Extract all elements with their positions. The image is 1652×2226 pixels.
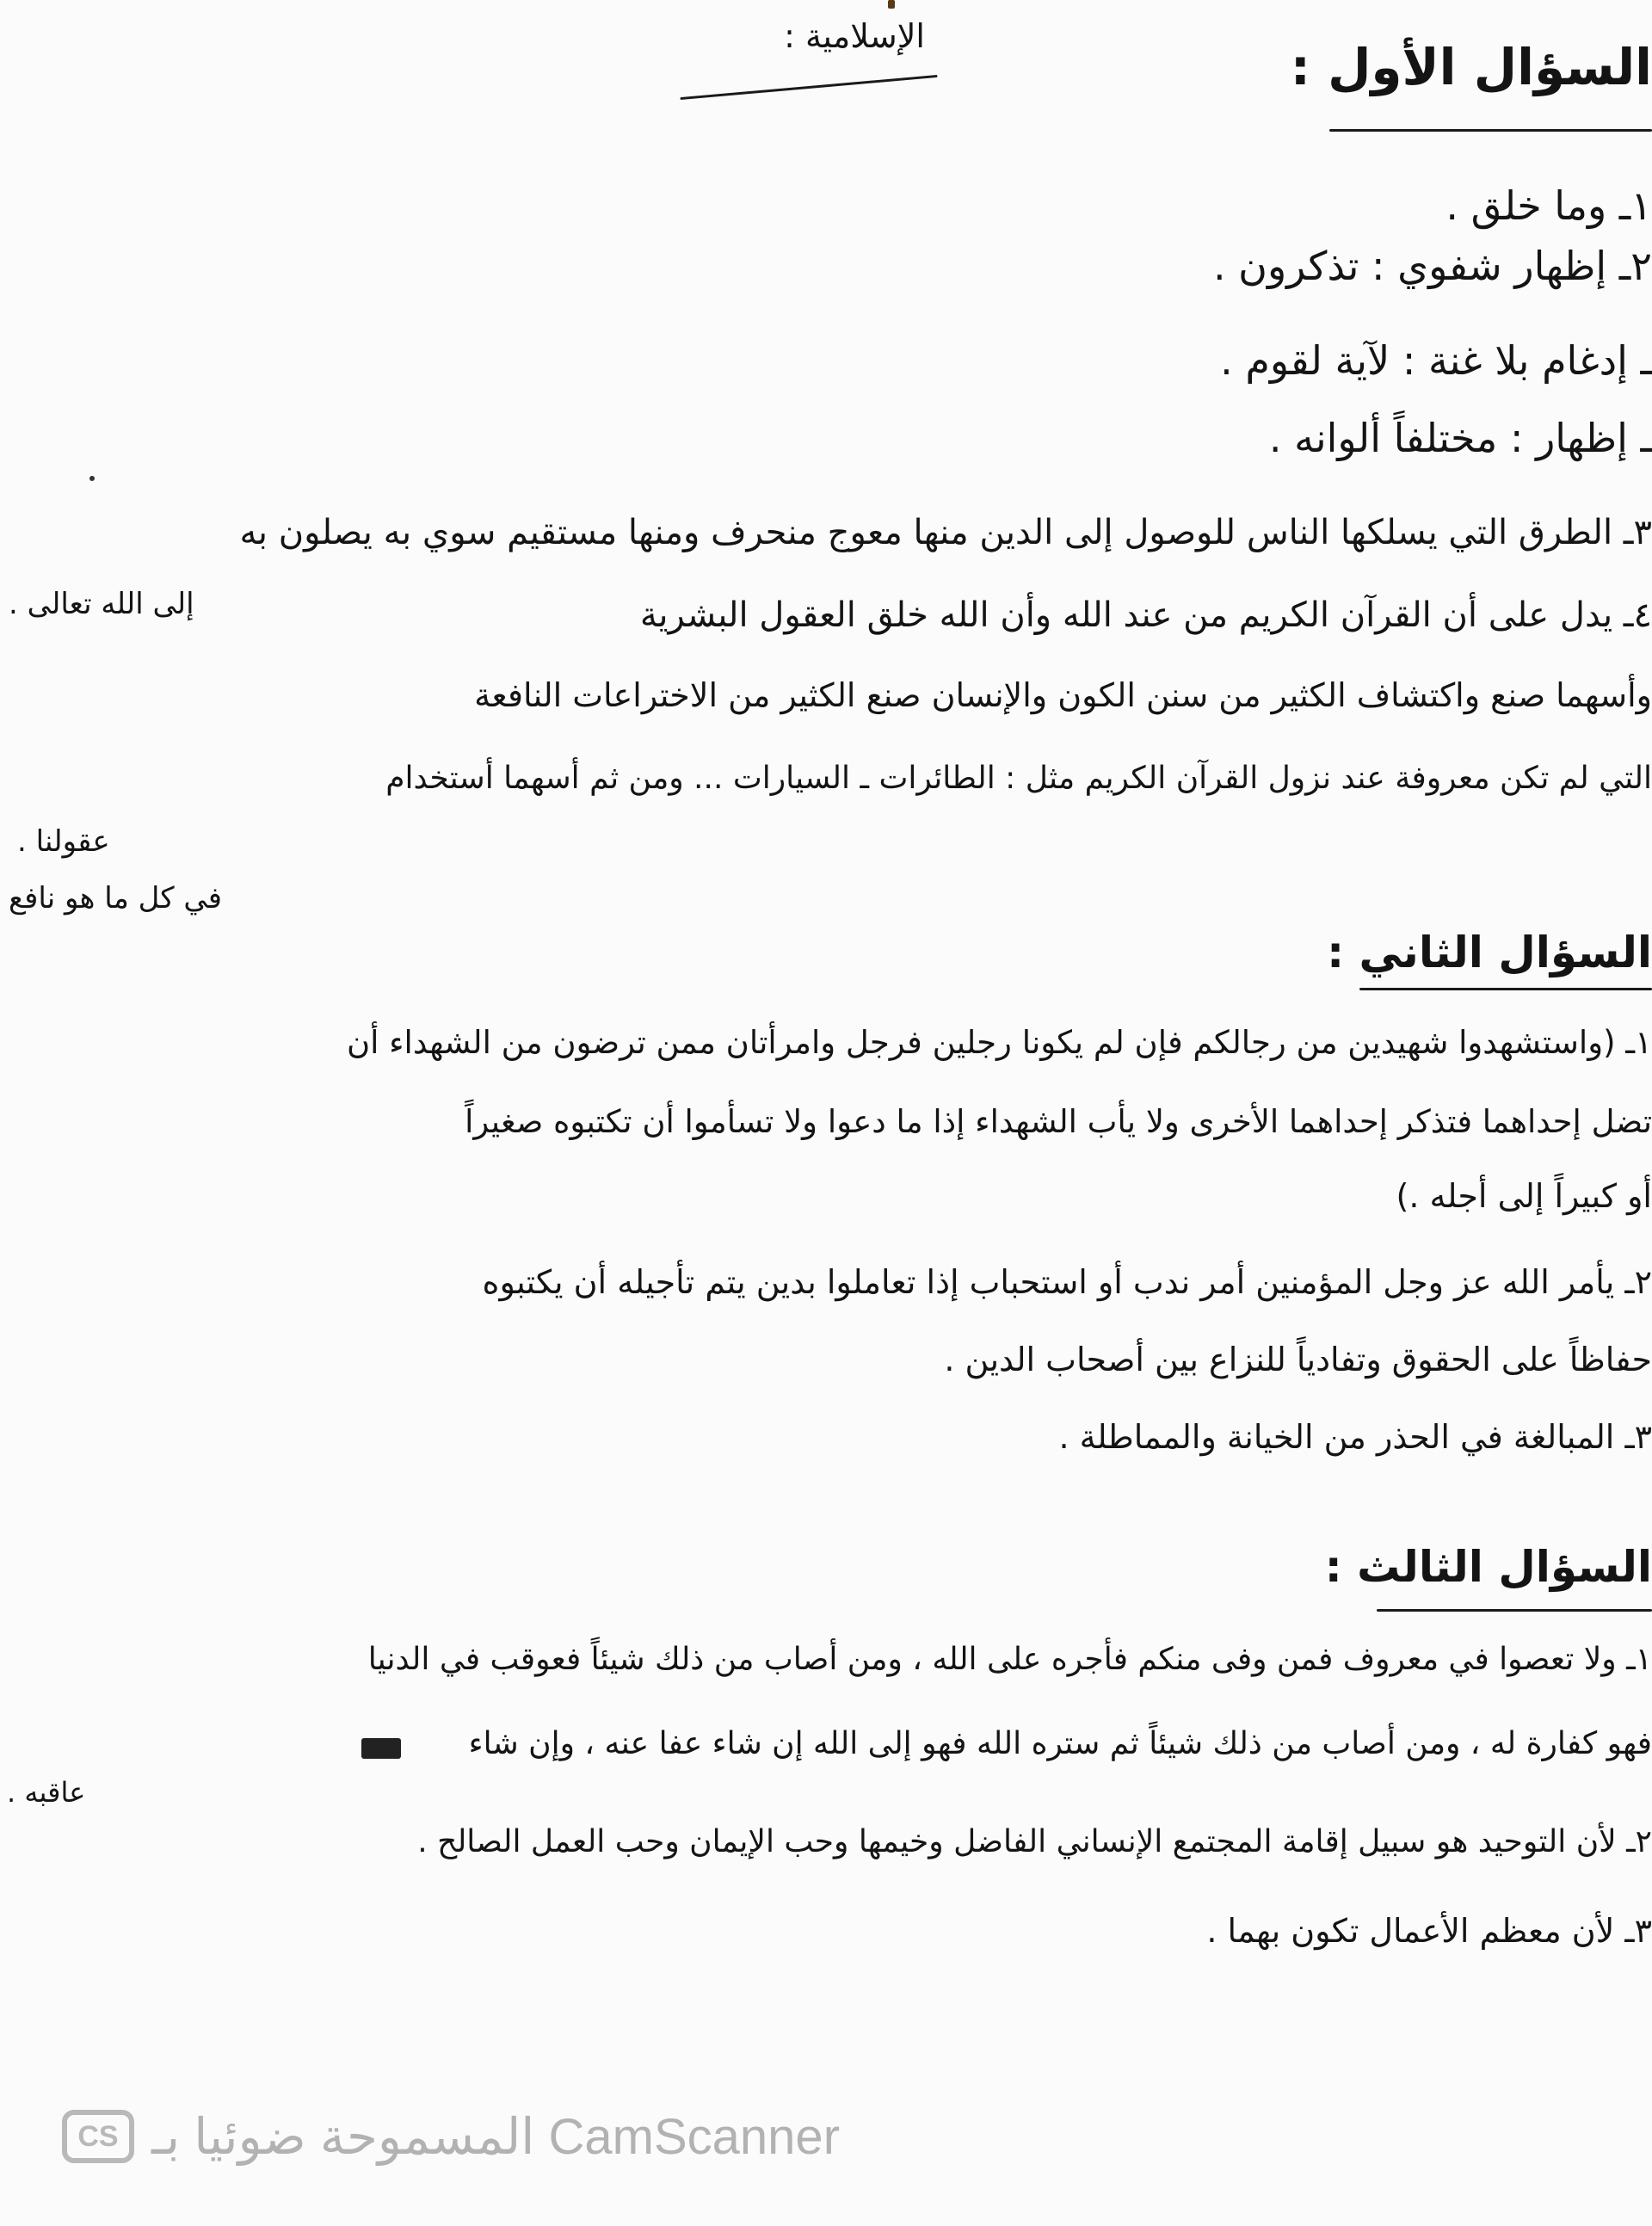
q2-item-1-line-3: أو كبيراً إلى أجله .) — [1396, 1177, 1652, 1215]
q3-item-1-line-3: عاقبه . — [7, 1776, 86, 1809]
q1-item-2: ٢ـ إظهار شفوي : تذكرون . — [1212, 243, 1652, 289]
q3-item-2: ٢ـ لأن التوحيد هو سبيل إقامة المجتمع الإنساني الفاضل وخيمها وحب الإيمان وحب العمل الصالح . — [417, 1824, 1652, 1859]
q3-heading: السؤال الثالث : — [1324, 1542, 1652, 1592]
q1-item-4-line-3: التي لم تكن معروفة عند نزول القرآن الكريم مثل : الطائرات ـ السيارات ... ومن ثم أسهما أستخدام — [385, 761, 1652, 796]
q1-heading: السؤال الأول : — [1290, 38, 1652, 96]
q3-item-3: ٣ـ لأن معظم الأعمال تكون بهما . — [1206, 1912, 1652, 1950]
q2-item-3: ٣ـ المبالغة في الحذر من الخيانة والمماطلة . — [1058, 1418, 1652, 1456]
ink-dot — [89, 476, 95, 481]
q1-item-2a: ـ إدغام بلا غنة : لآية لقوم . — [1220, 337, 1652, 384]
q3-heading-underline — [1377, 1609, 1652, 1612]
q1-item-3: ٣ـ الطرق التي يسلكها الناس للوصول إلى الدين منها معوج منحرف ومنها مستقيم سوي به يصلون به — [239, 513, 1652, 552]
q1-item-4-line-2: وأسهما صنع واكتشاف الكثير من سنن الكون والإنسان صنع الكثير من الاختراعات النافعة — [474, 676, 1652, 714]
q2-heading-underline — [1359, 988, 1652, 990]
paper-mark — [888, 0, 895, 9]
q2-item-1-line-1: ١ـ (واستشهدوا شهيدين من رجالكم فإن لم يكونا رجلين فرجل وامرأتان ممن ترضون من الشهداء أن — [346, 1024, 1652, 1061]
q2-heading: السؤال الثاني : — [1327, 928, 1652, 977]
q2-item-2-line-2: حفاظاً على الحقوق وتفادياً للنزاع بين أصحاب الدين . — [944, 1341, 1652, 1378]
q2-item-2-line-1: ٢ـ يأمر الله عز وجل المؤمنين أمر ندب أو استحباب إذا تعاملوا بدين يتم تأجيله أن يكتبوه — [482, 1263, 1652, 1301]
q3-item-1-line-1: ١ـ ولا تعصوا في معروف فمن وفى منكم فأجره على الله ، ومن أصاب من ذلك شيئاً فعوقب في الدنيا — [367, 1642, 1652, 1677]
q1-item-1: ١ـ وما خلق . — [1446, 182, 1652, 229]
camscanner-watermark — [62, 2106, 840, 2167]
q3-item-1-line-2: فهو كفارة له ، ومن أصاب من ذلك شيئاً ثم ستره الله فهو إلى الله إن شاء عفا عنه ، وإن شاء — [468, 1726, 1652, 1761]
q2-item-1-line-2: تضل إحداهما فتذكر إحداهما الأخرى ولا يأب الشهداء إذا ما دعوا ولا تسأموا أن تكتبوه صغيراً — [465, 1103, 1652, 1140]
camscanner-logo: CS — [62, 2110, 134, 2163]
q1-item-2b: ـ إظهار : مختلفاً ألوانه . — [1268, 415, 1652, 461]
crossed-out-word — [361, 1738, 401, 1759]
q1-item-4-line-5: في كل ما هو نافع — [9, 881, 222, 916]
q1-item-3-continuation: إلى الله تعالى . — [9, 587, 194, 621]
q1-item-4-line-1: ٤ـ يدل على أن القرآن الكريم من عند الله وأن الله خلق العقول البشرية — [639, 595, 1652, 635]
watermark-text: المسموحة ضوئيا بـ CamScanner — [151, 2109, 841, 2165]
q1-item-4-line-4: عقولنا . — [17, 824, 110, 859]
subject-underline — [680, 75, 937, 100]
subject-title: الإسلامية : — [784, 17, 925, 55]
q1-heading-underline — [1329, 129, 1652, 132]
